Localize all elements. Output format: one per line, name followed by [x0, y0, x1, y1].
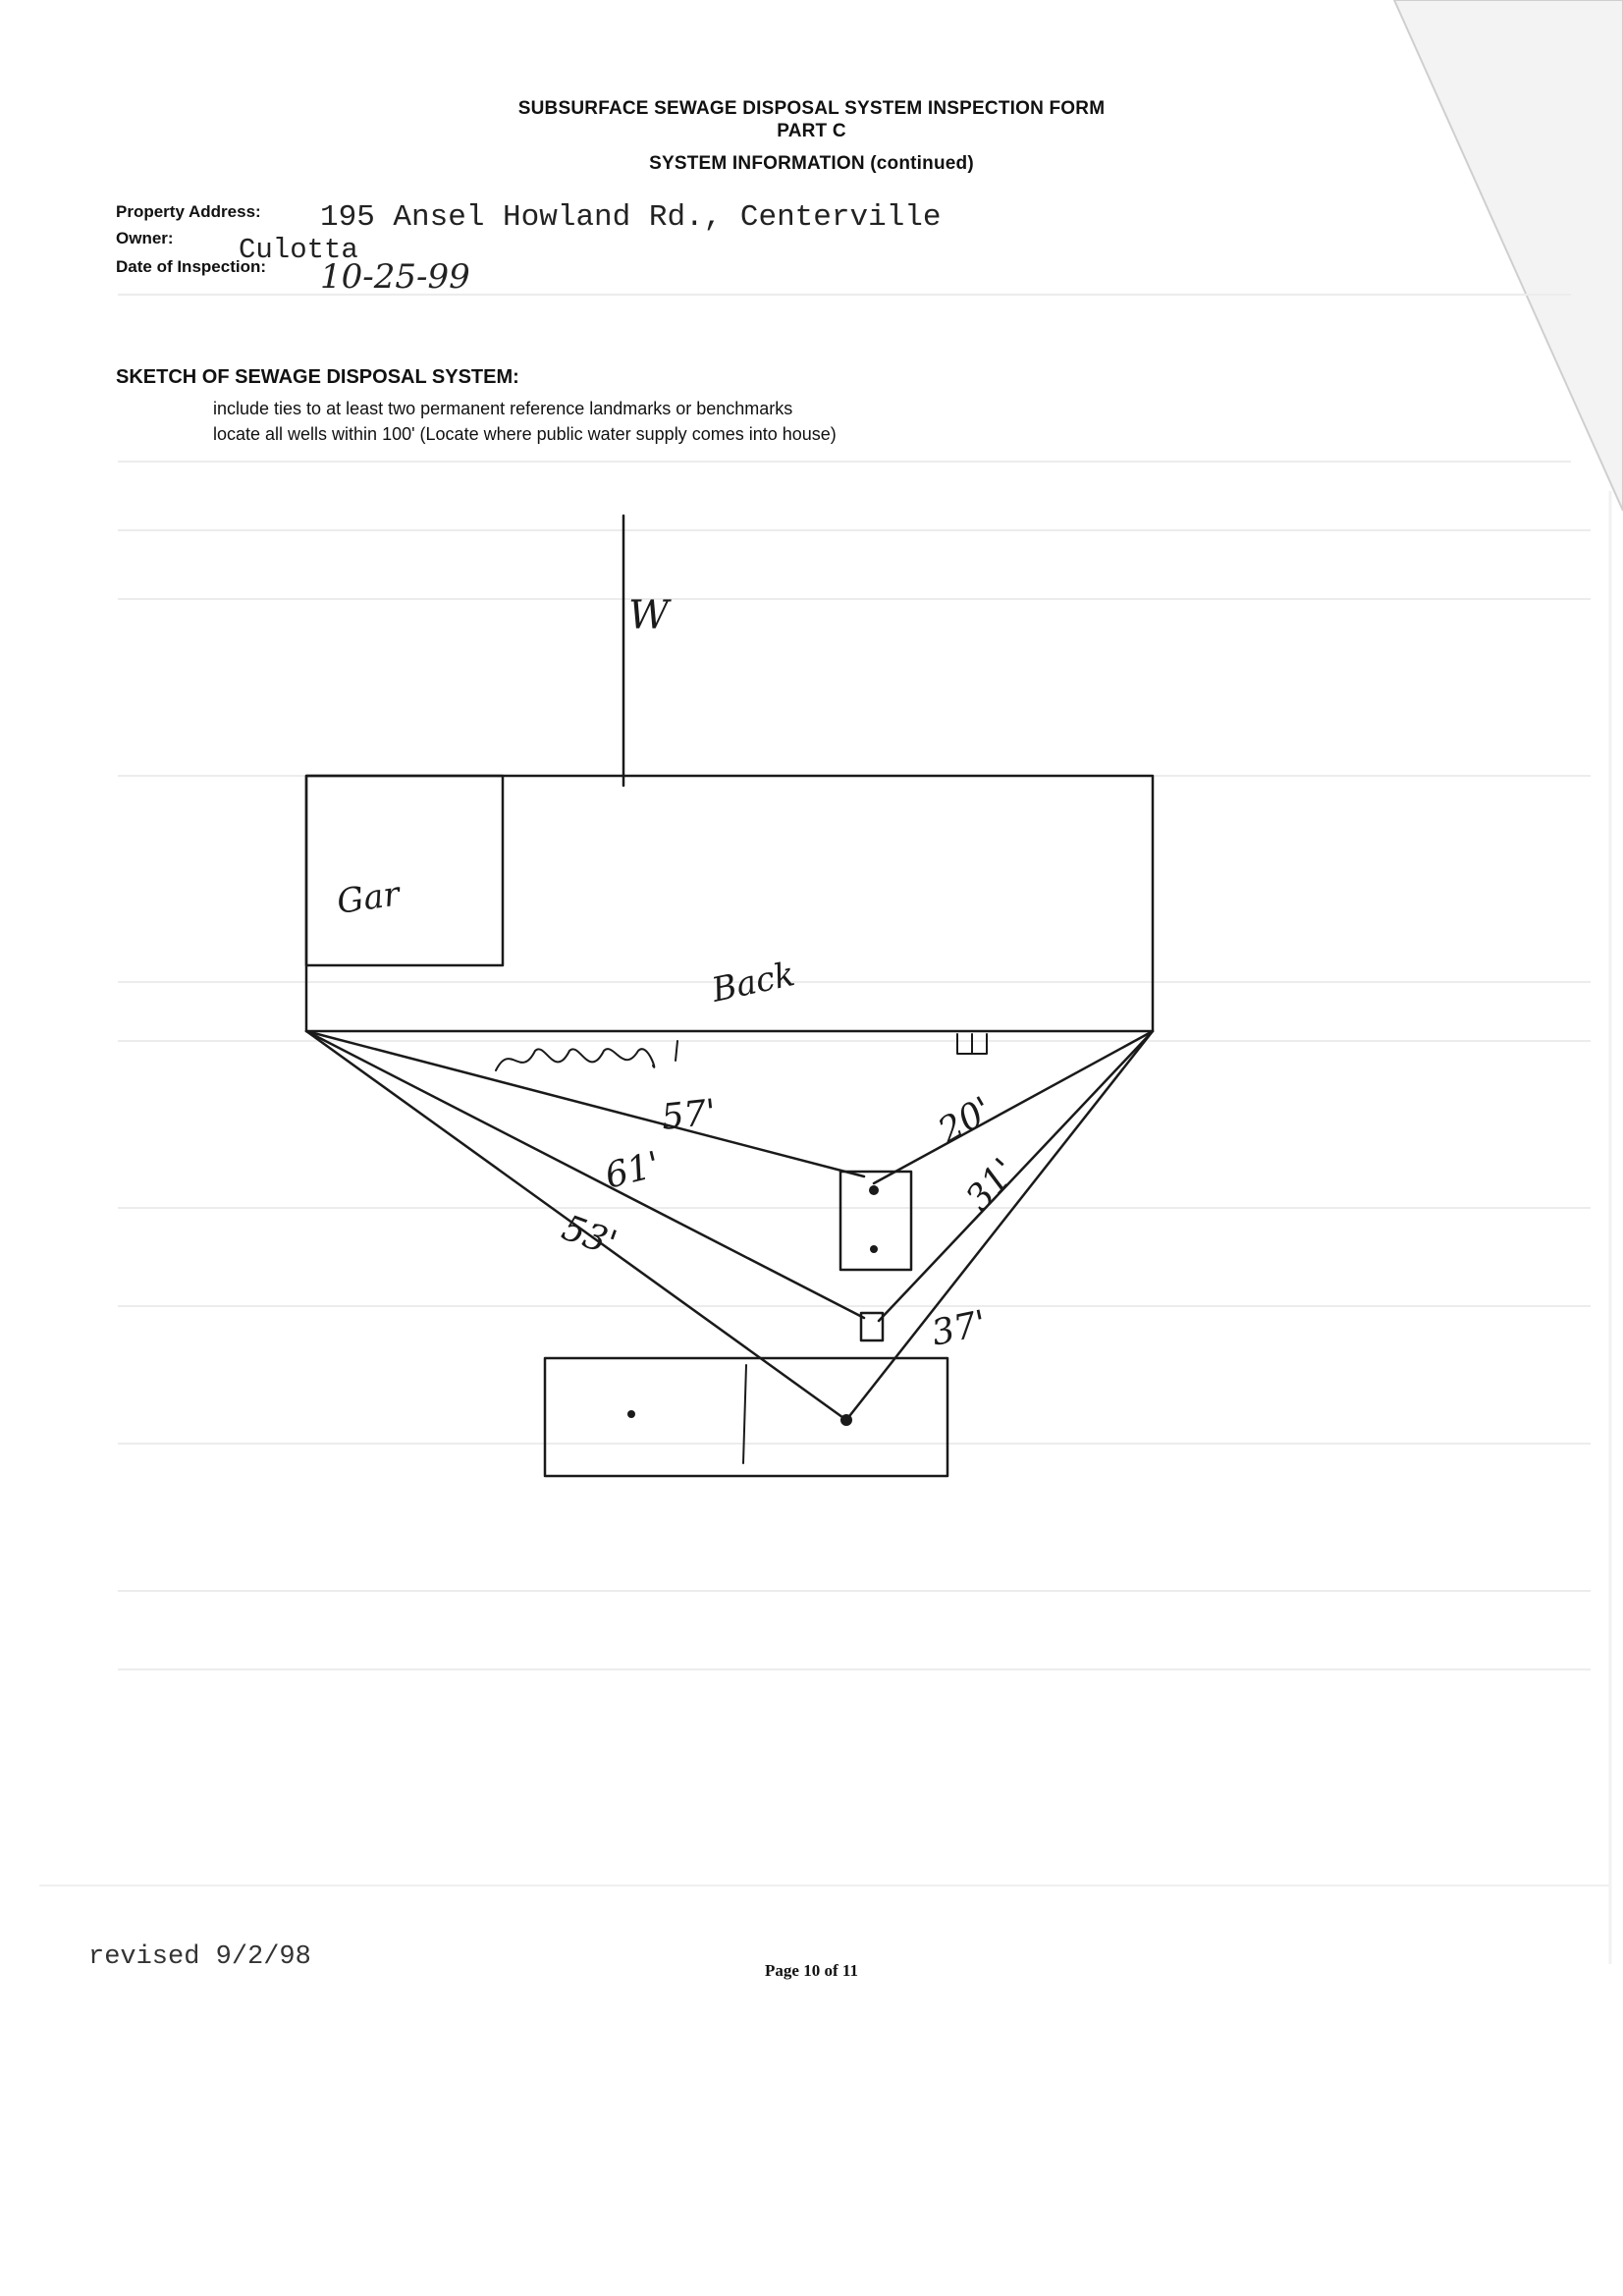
property-address-label: Property Address: [116, 202, 261, 221]
tie-61-label: 61' [601, 1144, 665, 1197]
garage-label: Gar [334, 874, 403, 922]
tank-outlet-dot [870, 1245, 878, 1253]
leach-dot-left [627, 1410, 635, 1418]
revised-date: revised 9/2/98 [88, 1942, 311, 1972]
form-subtitle: SYSTEM INFORMATION (continued) [649, 153, 974, 174]
tank-inlet-dot [869, 1185, 879, 1195]
page-number: Page 10 of 11 [765, 1961, 858, 1980]
date-label: Date of Inspection: [116, 257, 267, 276]
property-address-value: 195 Ansel Howland Rd., Centerville [320, 200, 942, 235]
tie-20-label: 20' [932, 1089, 1000, 1152]
tie-31-label: 31' [958, 1151, 1025, 1220]
tie-53-label: 53' [556, 1207, 622, 1265]
east-marker [957, 1034, 987, 1054]
sketch-heading: SKETCH OF SEWAGE DISPOSAL SYSTEM: [116, 366, 519, 388]
date-value: 10-25-99 [320, 257, 470, 297]
form-title: SUBSURFACE SEWAGE DISPOSAL SYSTEM INSPECTION FORM [517, 98, 1106, 119]
leach-dot-right [840, 1414, 852, 1426]
owner-label: Owner: [116, 229, 174, 247]
tie-37-label: 37' [928, 1303, 991, 1354]
west-label: W [628, 593, 670, 638]
sketch-instruction-wells: locate all wells within 100' (Locate where public water supply comes into house) [213, 424, 837, 444]
back-label: Back [708, 955, 798, 1011]
garage-outline [306, 776, 503, 965]
shrubs [496, 1049, 654, 1070]
tie-57-label: 57' [659, 1092, 719, 1138]
owner-value: Culotta [239, 234, 358, 266]
form-part: PART C [777, 121, 846, 141]
sketch-instruction-landmarks: include ties to at least two permanent reference landmarks or benchmarks [213, 399, 793, 418]
